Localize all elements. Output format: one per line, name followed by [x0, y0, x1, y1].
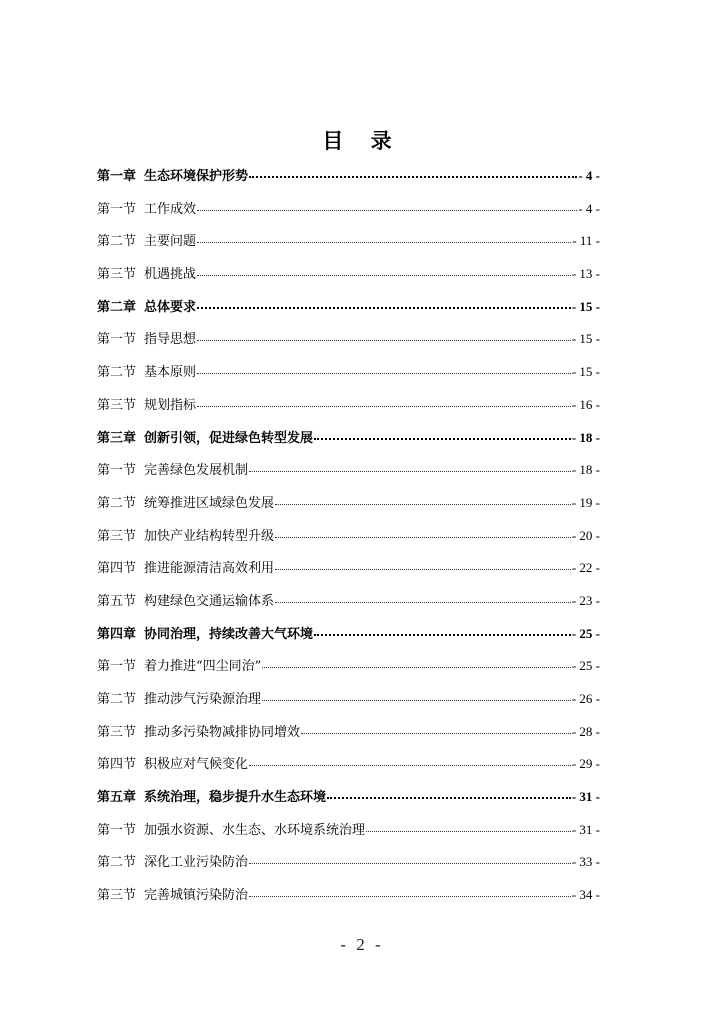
toc-section-entry[interactable]: [97, 356, 600, 389]
toc-entry-label: 第三节: [97, 724, 137, 740]
toc-entry-text: 工作成效: [144, 201, 197, 217]
toc-section-entry[interactable]: [97, 814, 600, 847]
toc-page-number: - 28 -: [571, 723, 600, 739]
page-number-footer: - 2 -: [340, 935, 384, 954]
toc-dot-leader: [275, 525, 571, 538]
toc-dot-leader: [197, 394, 571, 407]
toc-section-entry[interactable]: [97, 585, 600, 618]
toc-entry-text: 总体要求: [144, 299, 197, 315]
toc-entry-text: 完善城镇污染防治: [144, 888, 249, 904]
toc-page-number: - 22 -: [571, 560, 600, 576]
toc-entry-label: 第二节: [97, 234, 137, 250]
toc-dot-leader: [366, 819, 571, 832]
toc-page-number: - 11 -: [572, 233, 600, 249]
toc-page-number: - 16 -: [571, 396, 600, 412]
toc-page-number: - 29 -: [571, 756, 600, 772]
toc-entry-label: 第一章: [97, 169, 137, 184]
toc-entry-label: 第三节: [97, 888, 137, 904]
toc-entry-text: 推动多污染物减排协同增效: [144, 724, 301, 740]
toc-entry-label: 第三节: [97, 528, 137, 544]
toc-dot-leader: [197, 361, 571, 374]
toc-page-number: - 4 -: [578, 200, 600, 216]
toc-dot-leader: [262, 655, 571, 668]
toc-entry-text: 推进能源清洁高效利用: [144, 561, 275, 577]
toc-dot-leader: [262, 688, 571, 701]
toc-section-entry[interactable]: [97, 683, 600, 716]
toc-section-entry[interactable]: [97, 193, 600, 226]
toc-entry-text: 推动涉气污染源治理: [144, 692, 262, 707]
toc-page-number: - 26 -: [571, 691, 600, 706]
toc-entry-label: 第四节: [97, 561, 137, 577]
toc-page-number: - 4 -: [578, 168, 600, 183]
toc-entry-label: 第一节: [97, 659, 137, 675]
toc-entry-label: 第三节: [97, 397, 137, 413]
toc-entry-label: 第五章: [97, 790, 137, 806]
toc-page-number: - 13 -: [571, 266, 600, 282]
toc-dot-leader: [249, 164, 577, 178]
toc-section-entry[interactable]: [97, 846, 600, 879]
toc-entry-label: 第二节: [97, 855, 137, 871]
toc-dot-leader: [197, 230, 571, 243]
toc-page-number: - 15 -: [571, 298, 600, 314]
toc-page-number: - 20 -: [571, 527, 600, 543]
toc-entry-text: 规划指标: [144, 397, 197, 413]
toc-entry-text: 创新引领，促进绿色转型发展: [144, 430, 314, 446]
toc-section-entry[interactable]: [97, 650, 600, 683]
toc-section-entry[interactable]: [97, 225, 600, 258]
toc-entry-label: 第三节: [97, 267, 137, 283]
toc-entry-text: 着力推进“四尘同治”: [144, 659, 262, 675]
toc-chapter-entry[interactable]: [97, 291, 600, 324]
toc-page-number: - 18 -: [571, 429, 600, 445]
toc-entry-text: 完善绿色发展机制: [144, 463, 249, 479]
toc-section-entry[interactable]: [97, 487, 600, 520]
toc-dot-leader: [249, 459, 571, 472]
toc-dot-leader: [197, 328, 571, 341]
toc-chapter-entry[interactable]: [97, 422, 600, 455]
toc-dot-leader: [197, 295, 571, 309]
toc-page-number: - 15 -: [571, 331, 600, 347]
toc-entry-text: 基本原则: [144, 365, 197, 381]
toc-entry-text: 主要问题: [144, 234, 197, 250]
toc-section-entry[interactable]: [97, 879, 600, 912]
toc-dot-leader: [249, 884, 571, 897]
toc-dot-leader: [249, 851, 571, 864]
toc-dot-leader: [275, 557, 571, 570]
toc-entry-label: 第二节: [97, 692, 137, 707]
toc-entry-label: 第四章: [97, 626, 137, 642]
toc-entry-text: 机遇挑战: [144, 267, 197, 283]
toc-chapter-entry[interactable]: [97, 160, 600, 193]
toc-entry-text: 构建绿色交通运输体系: [144, 593, 275, 609]
toc-section-entry[interactable]: [97, 716, 600, 749]
toc-section-entry[interactable]: [97, 389, 600, 422]
toc-entry-label: 第四节: [97, 757, 137, 773]
toc-list: [97, 160, 600, 912]
toc-dot-leader: [197, 263, 571, 276]
toc-chapter-entry[interactable]: [97, 618, 600, 651]
toc-dot-leader: [275, 590, 571, 603]
toc-entry-label: 第二节: [97, 365, 137, 381]
toc-dot-leader: [197, 198, 577, 211]
toc-page-number: - 25 -: [571, 625, 600, 641]
toc-section-entry[interactable]: [97, 258, 600, 291]
toc-entry-label: 第一节: [97, 463, 137, 479]
toc-entry-label: 第五节: [97, 593, 137, 609]
toc-page-number: - 25 -: [571, 658, 600, 674]
toc-section-entry[interactable]: [97, 323, 600, 356]
toc-entry-label: 第三章: [97, 430, 137, 446]
toc-chapter-entry[interactable]: [97, 781, 600, 814]
toc-entry-text: 加强水资源、水生态、水环境系统治理: [144, 822, 366, 838]
toc-dot-leader: [275, 492, 571, 505]
toc-entry-label: 第一节: [97, 822, 137, 838]
toc-entry-text: 统筹推进区域绿色发展: [144, 495, 275, 511]
toc-entry-text: 指导思想: [144, 332, 197, 348]
toc-page-number: - 19 -: [571, 494, 600, 510]
toc-page-number: - 15 -: [571, 364, 600, 380]
toc-entry-text: 生态环境保护形势: [144, 169, 249, 184]
toc-section-entry[interactable]: [97, 520, 600, 553]
toc-title: 目 录: [322, 129, 402, 153]
toc-entry-label: 第二节: [97, 495, 137, 511]
toc-page-number: - 18 -: [571, 462, 600, 478]
toc-entry-label: 第一节: [97, 332, 137, 348]
toc-page-number: - 31 -: [571, 789, 600, 805]
toc-section-entry[interactable]: [97, 552, 600, 585]
toc-dot-leader: [314, 426, 571, 440]
toc-dot-leader: [314, 622, 571, 636]
toc-page-number: - 33 -: [571, 854, 600, 870]
toc-page-number: - 23 -: [571, 592, 600, 608]
toc-entry-text: 协同治理，持续改善大气环境: [144, 626, 314, 642]
toc-entry-label: 第一节: [97, 201, 137, 217]
toc-dot-leader: [301, 721, 571, 734]
toc-dot-leader: [327, 785, 571, 799]
toc-entry-text: 深化工业污染防治: [144, 855, 249, 871]
toc-entry-text: 加快产业结构转型升级: [144, 528, 275, 544]
toc-entry-text: 系统治理，稳步提升水生态环境: [144, 790, 327, 806]
toc-page-number: - 31 -: [571, 821, 600, 837]
toc-page-number: - 34 -: [571, 887, 600, 903]
toc-entry-text: 积极应对气候变化: [144, 757, 249, 773]
toc-entry-label: 第二章: [97, 299, 137, 315]
toc-dot-leader: [249, 753, 571, 766]
toc-section-entry[interactable]: [97, 748, 600, 781]
toc-section-entry[interactable]: [97, 454, 600, 487]
